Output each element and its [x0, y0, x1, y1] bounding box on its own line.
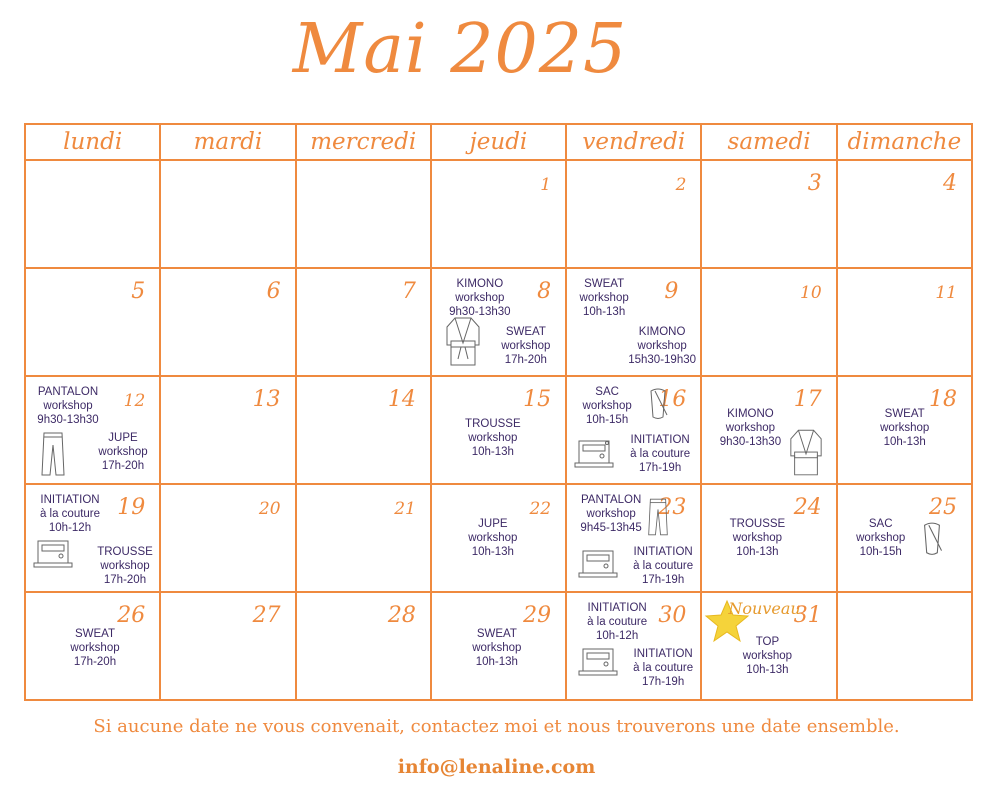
day-cell-17[interactable]	[701, 376, 836, 484]
event-type: à la couture	[587, 616, 648, 628]
event-type: workshop	[468, 432, 518, 444]
event-title: SWEAT	[584, 278, 625, 290]
event-title: SAC	[868, 518, 893, 530]
event-sweat-workshop[interactable]	[569, 277, 639, 319]
day-cell-29[interactable]	[431, 592, 566, 700]
event-title: INITIATION	[633, 546, 693, 558]
event-type: workshop	[637, 340, 687, 352]
day-number: 17	[793, 387, 822, 412]
weekday-lundi: lundi	[25, 124, 160, 160]
event-type: workshop	[880, 422, 930, 434]
day-number: 18	[929, 387, 957, 412]
day-number: 10	[800, 283, 822, 303]
event-time: 10h-12h	[596, 630, 639, 642]
empty-day-cell	[25, 160, 160, 268]
event-type: workshop	[725, 422, 776, 434]
empty-day-cell	[837, 592, 972, 700]
event-jupe-workshop[interactable]	[88, 431, 158, 473]
event-title: SWEAT	[884, 408, 925, 420]
day-number: 29	[523, 603, 552, 628]
event-type: workshop	[472, 642, 522, 654]
day-number: 22	[529, 499, 552, 519]
event-title: SAC	[595, 386, 619, 398]
day-number: 5	[131, 279, 146, 304]
event-pantalon-workshop[interactable]	[28, 385, 108, 427]
day-number: 11	[935, 283, 957, 303]
weekday-mardi: mardi	[160, 124, 295, 160]
event-sweat-workshop[interactable]	[870, 407, 940, 449]
event-title: SWEAT	[74, 628, 116, 640]
day-cell-24[interactable]	[701, 484, 836, 592]
event-title: KIMONO	[727, 408, 774, 420]
week-row	[25, 160, 972, 268]
day-cell-10[interactable]	[701, 268, 836, 376]
event-type: workshop	[742, 650, 793, 662]
event-title: INITIATION	[587, 602, 647, 614]
day-cell-30[interactable]	[566, 592, 701, 700]
event-title: PANTALON	[37, 386, 99, 398]
event-trousse-workshop[interactable]	[722, 517, 792, 559]
day-number: 4	[943, 171, 957, 196]
event-time: 9h30-13h30	[719, 436, 782, 448]
event-type: workshop	[98, 446, 148, 458]
event-title: TROUSSE	[729, 518, 786, 530]
event-type: workshop	[70, 642, 120, 654]
event-time: 10h-13h	[583, 306, 626, 318]
weekday-header-row	[25, 124, 972, 160]
event-title: JUPE	[478, 518, 508, 530]
weekday-jeudi: jeudi	[431, 124, 566, 160]
event-type: à la couture	[630, 448, 691, 460]
day-number: 23	[658, 495, 687, 520]
weekday-vendredi: vendredi	[566, 124, 701, 160]
day-number: 19	[117, 495, 146, 520]
day-cell-16[interactable]	[566, 376, 701, 484]
event-initiation-couture[interactable]	[623, 647, 703, 689]
event-time: 10h-13h	[475, 656, 518, 668]
day-number: 25	[929, 495, 957, 520]
footer-note: Si aucune date ne vous convenait, contactez moi et nous trouverons une date ensemble.	[93, 716, 900, 737]
event-time: 9h30-13h30	[449, 306, 511, 318]
new-badge: Nouveau	[728, 599, 801, 618]
event-time: 10h-13h	[471, 546, 514, 558]
event-type: workshop	[586, 508, 636, 520]
event-sac-workshop[interactable]	[848, 517, 914, 559]
day-cell-25[interactable]	[837, 484, 972, 592]
day-number: 24	[793, 495, 822, 520]
event-sac-workshop[interactable]	[573, 385, 641, 427]
day-cell-3[interactable]	[701, 160, 836, 268]
event-title: SWEAT	[505, 326, 546, 338]
event-time: 9h30-13h30	[37, 414, 99, 426]
sewing-machine-icon	[575, 547, 621, 581]
event-type: workshop	[579, 292, 629, 304]
event-title: PANTALON	[580, 494, 642, 506]
event-type: à la couture	[39, 508, 101, 520]
event-time: 15h30-19h30	[628, 354, 697, 366]
day-cell-8[interactable]	[431, 268, 566, 376]
sewing-machine-icon	[30, 537, 76, 571]
event-trousse-workshop[interactable]	[90, 545, 160, 587]
event-time: 17h-19h	[642, 676, 685, 688]
day-cell-9[interactable]	[566, 268, 701, 376]
day-number: 15	[523, 387, 552, 412]
day-cell-14[interactable]	[296, 376, 431, 484]
pants-icon	[40, 431, 66, 477]
event-sweat-workshop[interactable]	[60, 627, 130, 669]
day-cell-2[interactable]	[566, 160, 701, 268]
event-type: workshop	[856, 532, 906, 544]
event-kimono-workshop[interactable]	[438, 277, 522, 319]
event-type: workshop	[468, 532, 518, 544]
event-type: workshop	[582, 400, 632, 412]
event-type: à la couture	[633, 662, 694, 674]
day-cell-7[interactable]	[296, 268, 431, 376]
event-sweat-workshop[interactable]	[462, 627, 532, 669]
bag-icon	[918, 521, 946, 557]
event-type: workshop	[732, 532, 783, 544]
event-title: JUPE	[108, 432, 138, 444]
day-cell-19[interactable]	[25, 484, 160, 592]
weekday-mercredi: mercredi	[296, 124, 431, 160]
event-type: workshop	[455, 292, 505, 304]
week-row	[25, 592, 972, 700]
event-time: 10h-13h	[471, 446, 514, 458]
event-title: TROUSSE	[97, 546, 153, 558]
kimono-icon	[444, 315, 482, 369]
day-cell-6[interactable]	[160, 268, 295, 376]
event-title: INITIATION	[633, 648, 693, 660]
day-number: 2	[675, 175, 687, 195]
event-time: 17h-20h	[103, 574, 147, 586]
event-time: 17h-19h	[642, 574, 685, 586]
day-number: 21	[394, 499, 416, 519]
event-pantalon-workshop[interactable]	[571, 493, 651, 535]
event-title: KIMONO	[638, 326, 686, 338]
event-initiation-couture[interactable]	[579, 601, 655, 643]
event-type: workshop	[100, 560, 150, 572]
day-cell-5[interactable]	[25, 268, 160, 376]
event-type: workshop	[501, 340, 551, 352]
empty-day-cell	[296, 160, 431, 268]
day-cell-28[interactable]	[296, 592, 431, 700]
event-initiation-couture[interactable]	[623, 545, 703, 587]
event-title: SWEAT	[476, 628, 517, 640]
event-time: 17h-19h	[639, 462, 682, 474]
day-number: 16	[658, 387, 687, 412]
day-number: 28	[387, 603, 416, 628]
page-title: Mai 2025	[292, 10, 628, 89]
day-number: 6	[266, 279, 281, 304]
event-time: 17h-20h	[101, 460, 145, 472]
event-top-workshop[interactable]	[732, 635, 802, 677]
event-kimono-workshop[interactable]	[619, 325, 705, 367]
event-jupe-workshop[interactable]	[458, 517, 528, 559]
event-time: 10h-15h	[586, 414, 629, 426]
event-time: 10h-15h	[859, 546, 902, 558]
event-title: TROUSSE	[465, 418, 521, 430]
event-time: 10h-13h	[736, 546, 779, 558]
day-number: 31	[793, 603, 822, 628]
event-sweat-workshop[interactable]	[488, 325, 564, 367]
day-cell-4[interactable]	[837, 160, 972, 268]
event-kimono-workshop[interactable]	[710, 407, 790, 449]
day-cell-20[interactable]	[160, 484, 295, 592]
event-title: INITIATION	[40, 494, 100, 506]
week-row	[25, 484, 972, 592]
event-type: à la couture	[633, 560, 694, 572]
weekday-samedi: samedi	[701, 124, 836, 160]
event-time: 10h-13h	[883, 436, 926, 448]
day-number: 27	[252, 603, 281, 628]
day-cell-15[interactable]	[431, 376, 566, 484]
day-number: 3	[807, 171, 822, 196]
event-type: workshop	[43, 400, 93, 412]
day-number: 26	[117, 603, 146, 628]
day-cell-11[interactable]	[837, 268, 972, 376]
event-time: 10h-13h	[746, 664, 789, 676]
sewing-machine-icon	[575, 645, 621, 679]
event-time: 9h45-13h45	[580, 522, 642, 534]
event-time: 17h-20h	[504, 354, 547, 366]
event-title: TOP	[755, 636, 780, 648]
day-number: 30	[658, 603, 687, 628]
day-number: 13	[252, 387, 281, 412]
day-cell-12[interactable]	[25, 376, 160, 484]
day-number: 12	[123, 391, 146, 411]
day-cell-21[interactable]	[296, 484, 431, 592]
day-cell-1[interactable]	[431, 160, 566, 268]
pants-icon	[647, 495, 669, 539]
day-number: 20	[258, 499, 281, 519]
sewing-machine-icon	[571, 437, 617, 471]
day-cell-23[interactable]	[566, 484, 701, 592]
weekday-dimanche: dimanche	[837, 124, 972, 160]
event-trousse-workshop[interactable]	[458, 417, 528, 459]
bag-icon	[647, 387, 669, 421]
week-row	[25, 268, 972, 376]
contact-email[interactable]: info@lenaline.com	[397, 756, 596, 778]
event-initiation-couture[interactable]	[619, 433, 701, 475]
day-number: 14	[387, 387, 416, 412]
day-cell-27[interactable]	[160, 592, 295, 700]
day-cell-26[interactable]	[25, 592, 160, 700]
day-number: 8	[537, 279, 552, 304]
kimono-icon	[788, 427, 824, 479]
day-number: 1	[540, 175, 552, 195]
event-initiation-couture[interactable]	[30, 493, 110, 535]
day-cell-18[interactable]	[837, 376, 972, 484]
week-row	[25, 376, 972, 484]
event-time: 17h-20h	[73, 656, 117, 668]
day-cell-31[interactable]	[701, 592, 836, 700]
empty-day-cell	[160, 160, 295, 268]
event-title: INITIATION	[630, 434, 690, 446]
day-number: 7	[401, 279, 416, 304]
event-title: KIMONO	[456, 278, 504, 290]
day-cell-22[interactable]	[431, 484, 566, 592]
day-number: 9	[664, 279, 679, 304]
calendar-grid	[24, 123, 973, 701]
event-time: 10h-12h	[48, 522, 92, 534]
day-cell-13[interactable]	[160, 376, 295, 484]
